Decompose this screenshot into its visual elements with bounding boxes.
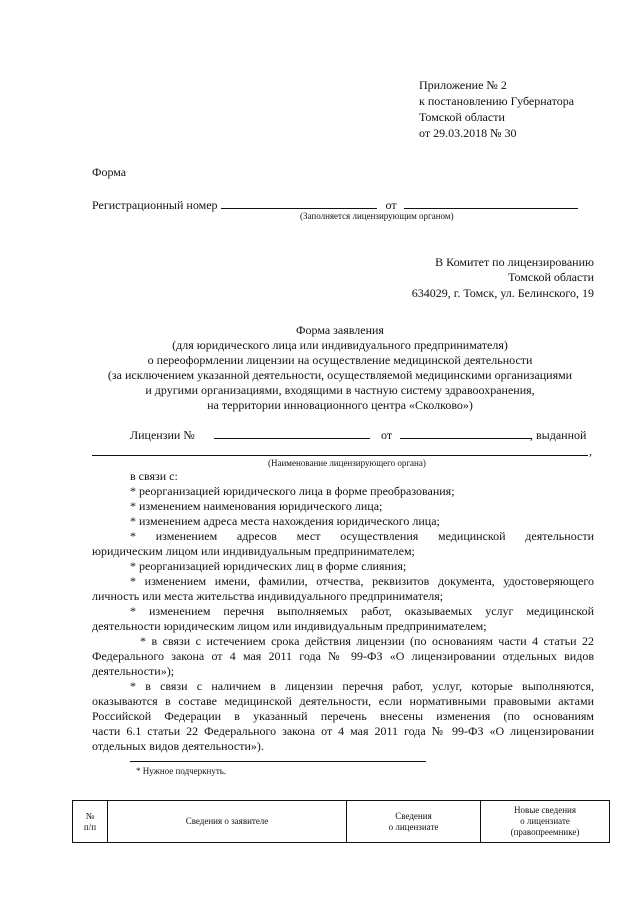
license-date-field[interactable] — [400, 427, 532, 439]
header-licensee — [347, 801, 481, 843]
reason-9-line-5[interactable]: отдельных видов деятельности»). — [92, 739, 264, 753]
addressee-line-3: 634029, г. Томск, ул. Белинского, 19 — [411, 286, 594, 300]
addressee-line-2: Томской области — [508, 270, 594, 284]
title-line-5: и другими организациями, входящими в частную систему здравоохранения, — [145, 383, 535, 397]
footnote: * Нужное подчеркнуть. — [136, 766, 227, 776]
appendix-line-1: Приложение № 2 — [419, 78, 507, 92]
table-header-row — [73, 801, 610, 843]
data-table — [72, 800, 610, 843]
reason-3[interactable]: * изменением адреса места нахождения юридического лица; — [130, 514, 440, 528]
form-label: Форма — [92, 165, 127, 179]
reason-9-line-2[interactable]: оказываются в составе медицинской деятельности, если нормативными правовыми актами — [92, 694, 594, 708]
appendix-line-2: к постановлению Губернатора — [419, 94, 575, 108]
reason-7-line-1[interactable]: * изменением перечня выполняемых работ, оказываемых услуг медицинской — [130, 604, 594, 618]
header-new-info — [481, 801, 610, 843]
license-note: (Наименование лицензирующего органа) — [268, 458, 426, 468]
reason-4-line-1[interactable]: * изменением адресов мест осуществления медицинской деятельности — [130, 529, 594, 543]
header-new-info-line-2: о лицензиате — [520, 816, 570, 826]
reason-1[interactable]: * реорганизацией юридического лица в форме преобразования; — [130, 484, 455, 498]
registration-number-field[interactable] — [221, 197, 377, 209]
header-applicant — [108, 801, 347, 843]
title-line-2: (для юридического лица или индивидуального предпринимателя) — [172, 338, 508, 352]
registration-from-label: от — [385, 198, 397, 212]
body-intro: в связи с: — [130, 469, 178, 483]
header-licensee-line-1: Сведения — [395, 810, 432, 821]
registration-note: (Заполняется лицензирующим органом) — [300, 211, 454, 221]
title-line-4: (за исключением указанной деятельности, осуществляемой медицинскими организациями — [107, 368, 573, 382]
reason-4-line-2[interactable]: юридическим лицом или индивидуальным предпринимателем; — [92, 544, 415, 558]
header-new-info-line-1: Новые сведения — [514, 805, 576, 815]
header-new-info-line-3: (правопреемнике) — [510, 827, 580, 837]
licensing-authority-field[interactable] — [92, 455, 588, 456]
addressee-line-1: В Комитет по лицензированию — [435, 255, 594, 269]
license-comma: , — [589, 444, 592, 458]
header-licensee-line-2: о лицензиате — [388, 821, 439, 832]
title-line-6: на территории инновационного центра «Сколково») — [207, 398, 473, 412]
license-issued-label: , выданной — [530, 428, 587, 442]
reason-6-line-1[interactable]: * изменением имени, фамилии, отчества, реквизитов документа, удостоверяющего — [130, 574, 594, 588]
footnote-divider — [130, 761, 426, 762]
license-number-field[interactable] — [214, 427, 370, 439]
license-from-label: от — [381, 428, 393, 442]
header-applicant-label: Сведения о заявителе — [185, 816, 269, 826]
reason-8-line-2[interactable]: Федерального закона от 4 мая 2011 года № 99-ФЗ «О лицензировании отдельных видов — [92, 649, 594, 663]
reason-9-line-3[interactable]: Российской Федерации в указанный перечень внесены изменения (по основаниям — [92, 709, 594, 723]
reason-7-line-2[interactable]: деятельности юридическим лицом или индивидуальным предпринимателем; — [92, 619, 487, 633]
header-number-line-1: № — [85, 810, 95, 821]
registration-date-field[interactable] — [404, 197, 578, 209]
title-line-1: Форма заявления — [296, 323, 384, 337]
header-number-line-2: п/п — [83, 821, 97, 832]
reason-8-line-3[interactable]: деятельности»); — [92, 664, 175, 678]
license-label: Лицензии № — [130, 428, 195, 442]
reason-6-line-2[interactable]: личность или места жительства индивидуального предпринимателя; — [92, 589, 444, 603]
reason-5[interactable]: * реорганизацией юридических лиц в форме слияния; — [130, 559, 407, 573]
appendix-line-3: Томской области — [419, 110, 505, 124]
appendix-line-4: от 29.03.2018 № 30 — [419, 126, 517, 140]
header-number — [73, 801, 108, 843]
reason-2[interactable]: * изменением наименования юридического лица; — [130, 499, 383, 513]
reason-9-line-1[interactable]: * в связи с наличием в лицензии перечня работ, услуг, которые выполняются, — [130, 679, 594, 693]
title-line-3: о переоформлении лицензии на осуществление медицинской деятельности — [147, 353, 533, 367]
registration-label: Регистрационный номер — [92, 198, 218, 212]
reason-8-line-1[interactable]: * в связи с истечением срока действия лицензии (по основаниям части 4 статьи 22 — [140, 634, 594, 648]
reason-9-line-4[interactable]: части 6.1 статьи 22 Федерального закона от 4 мая 2011 года № 99-ФЗ «О лицензировании — [92, 724, 594, 738]
